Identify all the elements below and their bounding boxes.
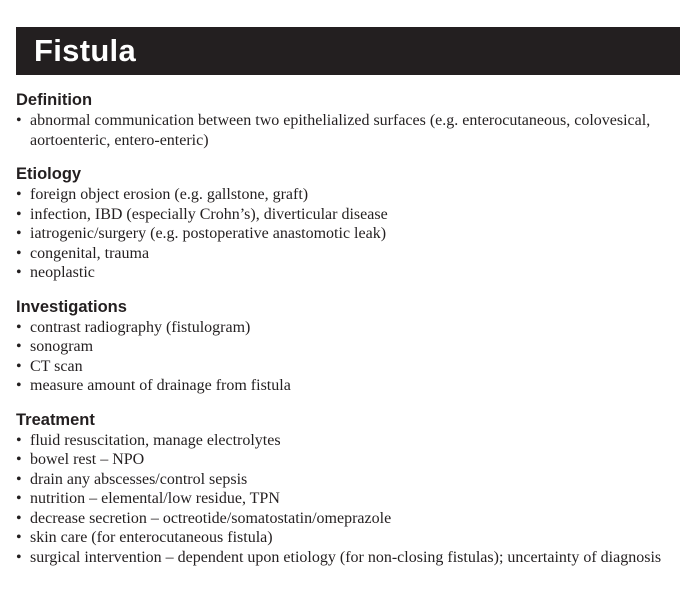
list-item-text: drain any abscesses/control sepsis	[30, 470, 248, 488]
list-item-text: nutrition – elemental/low residue, TPN	[30, 490, 280, 507]
list-item-text: abnormal communication between two epithelialized surfaces (e.g. enterocutaneous, colovesical, aortoenteric, entero-enteric)	[30, 112, 651, 149]
list-item	[16, 224, 666, 244]
list-item-text: CT scan	[30, 357, 83, 375]
bullet-icon: •	[16, 490, 22, 507]
list-item	[16, 111, 666, 150]
bullet-icon: •	[16, 186, 22, 203]
list-item-text: decrease secretion – octreotide/somatostatin/omeprazole	[30, 509, 392, 527]
list-item-text: sonogram	[30, 338, 94, 355]
bullet-icon: •	[16, 225, 22, 242]
list-item-text: neoplastic	[30, 264, 95, 281]
list-item-text: foreign object erosion (e.g. gallstone, graft)	[30, 186, 309, 203]
list-item	[16, 489, 666, 509]
list-item-text: iatrogenic/surgery (e.g. postoperative anastomotic leak)	[30, 225, 387, 242]
section-heading: Investigations	[16, 297, 127, 316]
list-item	[16, 376, 666, 396]
bullet-list	[16, 185, 666, 283]
list-item-text: skin care (for enterocutaneous fistula)	[30, 529, 273, 546]
bullet-list	[16, 431, 666, 568]
section-definition	[16, 91, 666, 150]
list-item-text: congenital, trauma	[30, 244, 150, 262]
list-item-text: fluid resuscitation, manage electrolytes	[30, 431, 281, 449]
list-item	[16, 185, 666, 205]
list-item	[16, 244, 666, 264]
list-item-text: bowel rest – NPO	[30, 451, 145, 468]
list-item	[16, 528, 666, 548]
list-item-text: surgical intervention – dependent upon etiology (for non-closing fistulas); uncertainty of diagnosis	[30, 548, 662, 566]
list-item	[16, 205, 666, 225]
bullet-icon: •	[16, 548, 22, 566]
list-item	[16, 318, 666, 338]
list-item	[16, 509, 666, 529]
bullet-icon: •	[16, 509, 22, 527]
bullet-icon: •	[16, 377, 22, 394]
list-item	[16, 470, 666, 490]
list-item-text: measure amount of drainage from fistula	[30, 377, 291, 394]
list-item	[16, 450, 666, 470]
bullet-icon: •	[16, 264, 22, 281]
bullet-icon: •	[16, 451, 22, 468]
bullet-icon: •	[16, 431, 22, 449]
bullet-icon: •	[16, 318, 22, 336]
list-item	[16, 548, 666, 568]
bullet-icon: •	[16, 357, 22, 375]
section-treatment	[16, 411, 666, 568]
section-heading: Definition	[16, 91, 93, 109]
list-item	[16, 263, 666, 283]
list-item	[16, 357, 666, 377]
list-item-text: contrast radiography (fistulogram)	[30, 318, 251, 336]
section-etiology	[16, 165, 666, 283]
bullet-icon: •	[16, 112, 22, 129]
content	[16, 91, 666, 582]
list-item	[16, 431, 666, 451]
bullet-list	[16, 318, 666, 396]
section-investigations	[16, 298, 666, 396]
page-title: Fistula	[34, 33, 137, 68]
bullet-list	[16, 111, 666, 150]
bullet-icon: •	[16, 244, 22, 262]
bullet-icon: •	[16, 529, 22, 546]
bullet-icon: •	[16, 338, 22, 355]
section-heading: Etiology	[16, 165, 82, 183]
list-item	[16, 337, 666, 357]
bullet-icon: •	[16, 470, 22, 488]
section-heading: Treatment	[16, 410, 95, 429]
list-item-text: infection, IBD (especially Crohn’s), diverticular disease	[30, 205, 388, 223]
bullet-icon: •	[16, 205, 22, 223]
title-bar	[16, 27, 680, 75]
